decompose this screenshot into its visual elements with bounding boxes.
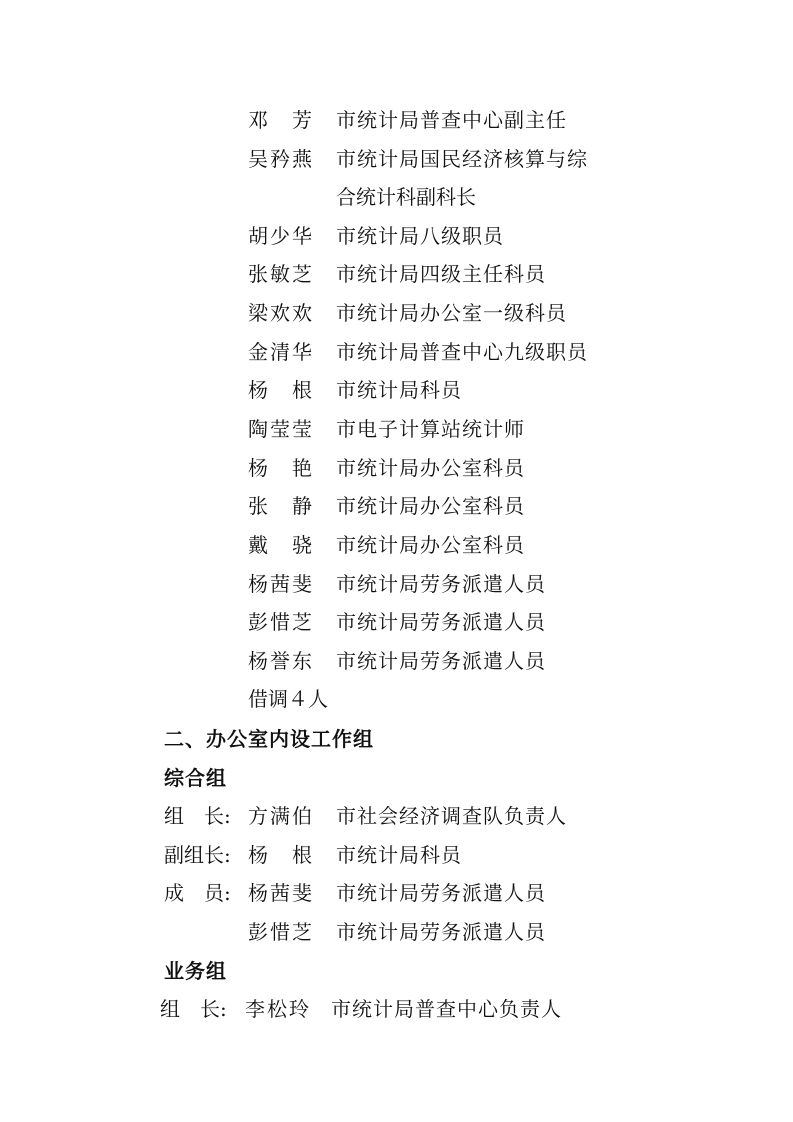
group-heading: 综合组: [164, 766, 227, 790]
staff-title: 市统计局普查中心副主任: [336, 108, 567, 132]
staff-name: 陶莹莹: [248, 417, 314, 441]
staff-title: 市统计局办公室科员: [336, 533, 525, 557]
staff-title: 市电子计算站统计师: [336, 417, 525, 441]
staff-title: 市统计局八级职员: [336, 224, 504, 248]
staff-name: 梁欢欢: [248, 301, 314, 325]
staff-name: 杨誉东: [248, 649, 314, 673]
section-heading: 二、办公室内设工作组: [164, 727, 374, 751]
staff-title: 市统计局科员: [336, 378, 462, 402]
staff-title: 市统计局劳务派遣人员: [336, 572, 546, 596]
member-title: 市社会经济调查队负责人: [336, 804, 567, 828]
member-role: 组 长:: [160, 997, 227, 1021]
staff-title: 市统计局办公室一级科员: [336, 301, 567, 325]
staff-name: 杨 根: [248, 378, 314, 402]
member-title: 市统计局劳务派遣人员: [336, 920, 546, 944]
staff-name: 张 静: [248, 494, 314, 518]
staff-title: 市统计局四级主任科员: [336, 262, 546, 286]
seconded-note: 借调４人: [248, 687, 328, 711]
staff-name: 杨茜斐: [248, 572, 314, 596]
staff-name: 杨 艳: [248, 456, 314, 480]
staff-title-continuation: 合统计科副科长: [336, 185, 476, 209]
staff-title: 市统计局办公室科员: [336, 494, 525, 518]
member-title: 市统计局普查中心负责人: [331, 997, 562, 1021]
staff-name: 张敏芝: [248, 262, 314, 286]
staff-title: 市统计局劳务派遣人员: [336, 610, 546, 634]
staff-title: 市统计局劳务派遣人员: [336, 649, 546, 673]
member-name: 李松玲: [245, 997, 311, 1021]
member-name: 彭惜芝: [248, 920, 314, 944]
member-name: 杨茜斐: [248, 881, 314, 905]
member-title: 市统计局科员: [336, 843, 462, 867]
staff-name: 彭惜芝: [248, 610, 314, 634]
staff-name: 金清华: [248, 340, 314, 364]
staff-name: 戴 骁: [248, 533, 314, 557]
staff-name: 吴矜燕: [248, 147, 314, 171]
staff-name: 胡少华: [248, 224, 314, 248]
staff-title: 市统计局办公室科员: [336, 456, 525, 480]
member-role: 成 员:: [164, 881, 231, 905]
staff-name: 邓 芳: [248, 108, 314, 132]
member-role: 副组长:: [164, 843, 231, 867]
staff-title: 市统计局国民经济核算与综: [336, 147, 588, 171]
member-role: 组 长:: [164, 804, 231, 828]
member-title: 市统计局劳务派遣人员: [336, 881, 546, 905]
member-name: 方满伯: [248, 804, 314, 828]
staff-title: 市统计局普查中心九级职员: [336, 340, 588, 364]
member-name: 杨 根: [248, 843, 314, 867]
group-heading: 业务组: [164, 959, 227, 983]
